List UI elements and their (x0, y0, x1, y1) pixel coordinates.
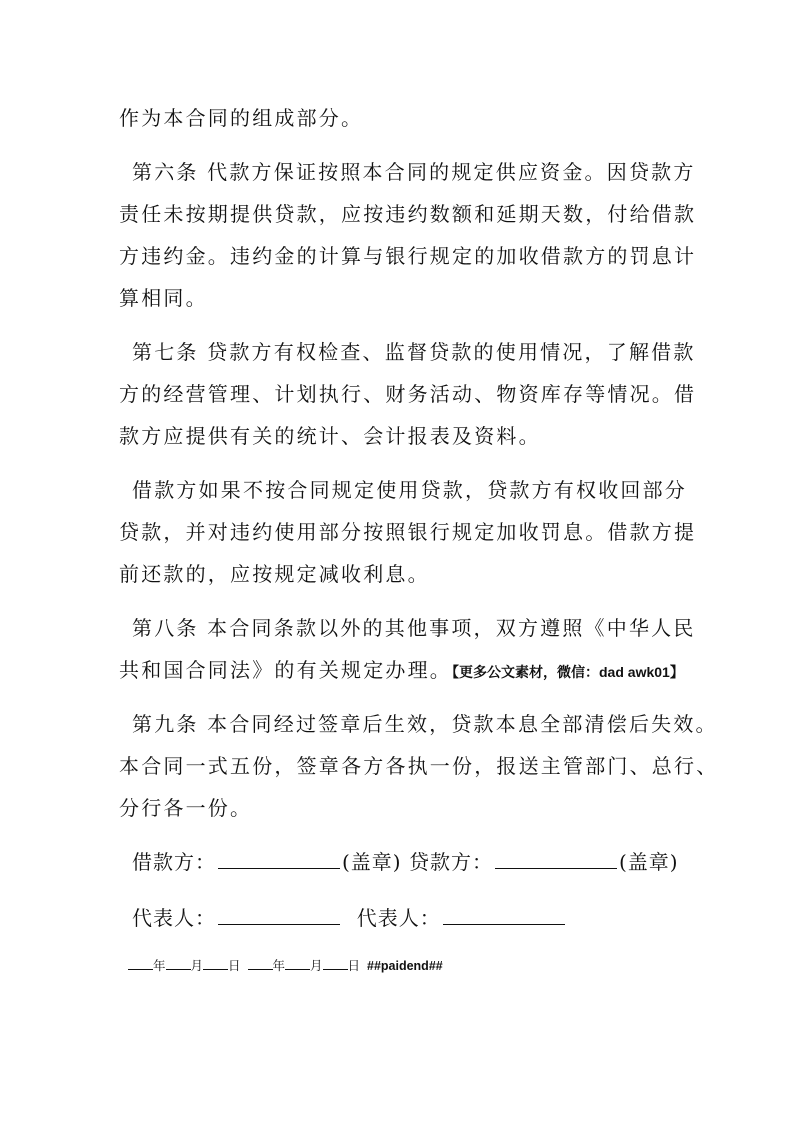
signature-line (119, 848, 702, 876)
rep-label: 代表人： (132, 906, 216, 930)
paragraph-line: 算相同。 (119, 286, 208, 310)
rep-label: 代表人： (356, 906, 441, 930)
day-label: 日 (228, 959, 241, 973)
date-line (128, 956, 443, 976)
lender-blank (495, 850, 617, 869)
paragraph-line: 第七条 贷款方有权检查、监督贷款的使用情况，了解借款 (132, 340, 696, 364)
paragraph-line: 方的经营管理、计划执行、财务活动、物资库存等情况。借 (119, 382, 697, 406)
paragraph-line: 款方应提供有关的统计、会计报表及资料。 (119, 424, 541, 448)
lender-label: 贷款方： (408, 850, 493, 874)
paragraph-line: 前还款的，应按规定减收利息。 (119, 562, 430, 586)
year-blank (248, 957, 273, 970)
rep-blank (443, 906, 565, 925)
paragraph-line: 分行各一份。 (119, 796, 253, 820)
paragraph-line: 第八条 本合同条款以外的其他事项，双方遵照《中华人民 (132, 616, 696, 640)
end-marker: ##paidend## (367, 959, 443, 973)
month-blank (166, 957, 191, 970)
representative-line (119, 904, 702, 932)
year-label: 年 (153, 959, 166, 973)
paragraph-line: 方违约金。违约金的计算与银行规定的加收借款方的罚息计 (119, 244, 697, 268)
paragraph-text: 共和国合同法》的有关规定办理。 (119, 658, 452, 682)
month-blank (285, 957, 310, 970)
borrower-blank (218, 850, 340, 869)
paragraph-line (119, 656, 719, 686)
borrower-label: 借款方： (132, 850, 216, 874)
year-label: 年 (272, 959, 286, 973)
month-label: 月 (310, 959, 323, 973)
seal-label: (盖章) (618, 850, 679, 874)
day-blank (203, 957, 228, 970)
day-label: 日 (347, 959, 361, 973)
paragraph-line: 作为本合同的组成部分。 (119, 106, 364, 130)
paragraph-line: 责任未按期提供贷款，应按违约数额和延期天数，付给借款 (119, 202, 697, 226)
paragraph-line: 借款方如果不按合同规定使用贷款，贷款方有权收回部分 (132, 478, 687, 502)
month-label: 月 (190, 959, 204, 973)
paragraph-line: 第九条 本合同经过签章后生效，贷款本息全部清偿后失效。 (132, 712, 718, 736)
day-blank (323, 957, 348, 970)
paragraph-line: 贷款，并对违约使用部分按照银行规定加收罚息。借款方提 (119, 520, 697, 544)
year-blank (128, 957, 153, 970)
paragraph-line: 本合同一式五份，签章各方各执一份，报送主管部门、总行、 (119, 754, 719, 778)
seal-label: (盖章) (342, 850, 402, 874)
paragraph-line: 第六条 代款方保证按照本合同的规定供应资金。因贷款方 (132, 160, 696, 184)
rep-blank (218, 906, 340, 925)
promo-note: 【更多公文素材，微信：dad awk01】 (452, 664, 684, 680)
